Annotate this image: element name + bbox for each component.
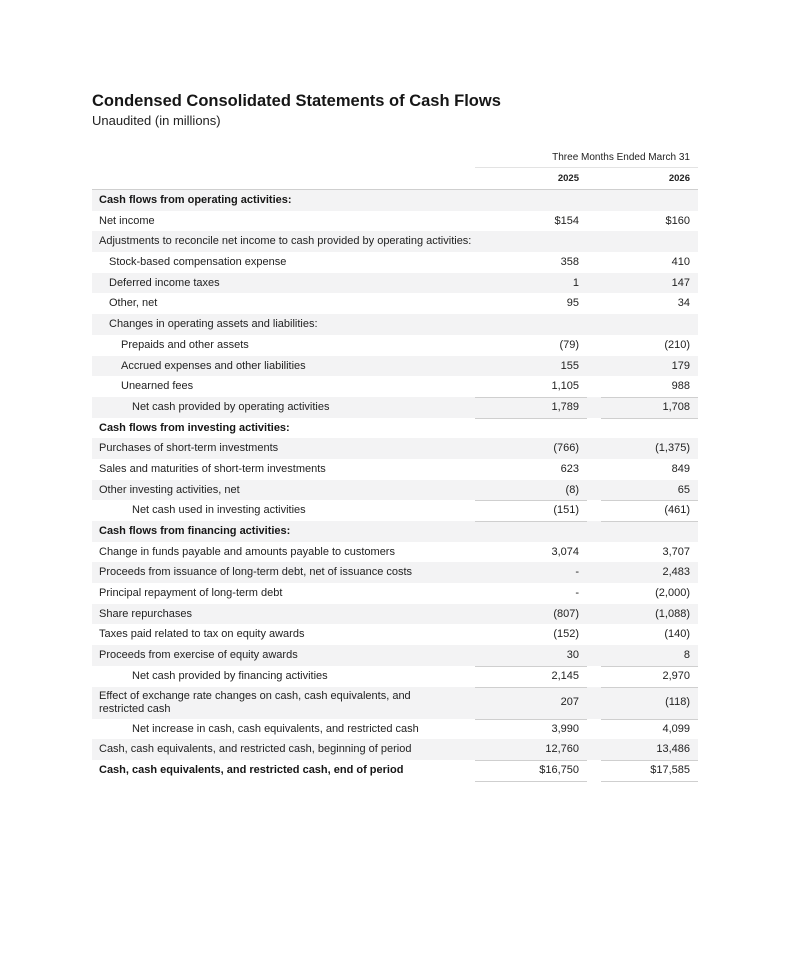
row-label: Cash flows from financing activities: (99, 525, 291, 537)
value-2025: 155 (560, 359, 579, 372)
row-label: Purchases of short-term investments (99, 442, 279, 455)
period-header-row (92, 148, 698, 168)
value-2025: 2,145 (551, 669, 579, 682)
row-label: Net cash provided by operating activities (132, 400, 330, 413)
row-label: Net income (99, 214, 155, 227)
table-row-subtotal (92, 666, 698, 687)
value-2026: (210) (664, 338, 690, 351)
row-label: Sales and maturities of short-term investments (99, 462, 326, 475)
row-label: Principal repayment of long-term debt (99, 587, 283, 600)
value-2026: 410 (671, 256, 690, 269)
table-row (92, 739, 698, 760)
row-label: Deferred income taxes (109, 276, 220, 289)
year-header-row (92, 168, 698, 190)
value-2025: 1 (572, 276, 579, 289)
value-2025: 30 (566, 649, 579, 662)
value-2025: 207 (560, 696, 579, 708)
value-2025: - (575, 566, 579, 579)
value-2025: (152) (553, 628, 579, 641)
table-row (92, 231, 698, 252)
value-2026: 179 (671, 359, 690, 372)
table-row (92, 624, 698, 645)
value-2025: (151) (553, 504, 579, 517)
total-underline-2025 (475, 781, 587, 782)
page-subtitle: Unaudited (in millions) (92, 113, 221, 128)
table-row (92, 645, 698, 666)
value-2025: $154 (554, 214, 579, 227)
table-row (92, 480, 698, 501)
table-row (92, 521, 698, 542)
row-label: Adjustments to reconcile net income to cash provided by operating activities: (99, 235, 472, 248)
value-2025: $16,750 (539, 763, 579, 776)
value-2026: 1,708 (662, 400, 690, 413)
value-2026: (2,000) (655, 587, 690, 600)
value-2025: 12,760 (545, 743, 579, 756)
total-underline-2026 (601, 781, 698, 782)
period-header: Three Months Ended March 31 (552, 152, 690, 163)
value-2025: (8) (565, 483, 579, 496)
value-2026: 147 (671, 276, 690, 289)
table-row (92, 542, 698, 563)
table-row-subtotal (92, 500, 698, 521)
value-2026: 8 (683, 649, 690, 662)
table-row-subtotal (92, 397, 698, 418)
value-2025: 358 (560, 256, 579, 269)
table-row (92, 252, 698, 273)
row-label: Stock-based compensation expense (109, 256, 287, 269)
value-2026: 34 (677, 297, 690, 310)
table-row (92, 273, 698, 294)
value-2026: (1,088) (655, 607, 690, 620)
value-2026: 65 (677, 483, 690, 496)
table-row (92, 356, 698, 377)
table-row (92, 418, 698, 439)
value-2025: - (575, 587, 579, 600)
value-2026: (140) (664, 628, 690, 641)
value-2026: 4,099 (662, 722, 690, 735)
row-label: Net cash used in investing activities (132, 504, 306, 517)
year-header-2026: 2026 (668, 173, 690, 184)
row-label: Other investing activities, net (99, 483, 240, 496)
row-label: Prepaids and other assets (121, 338, 249, 351)
value-2026: 2,970 (662, 669, 690, 682)
value-2026: 13,486 (656, 743, 690, 756)
row-label: Net increase in cash, cash equivalents, and restricted cash (132, 722, 419, 735)
table-row-total (92, 760, 698, 781)
table-row (92, 562, 698, 583)
row-label: Changes in operating assets and liabilities: (109, 318, 318, 331)
table-row (92, 293, 698, 314)
value-2025: 1,789 (551, 400, 579, 413)
value-2025: 95 (566, 297, 579, 310)
row-label: Accrued expenses and other liabilities (121, 359, 306, 372)
table-row (92, 314, 698, 335)
value-2025: 623 (560, 462, 579, 475)
table-row (92, 335, 698, 356)
value-2025: (766) (553, 442, 579, 455)
value-2025: 3,074 (551, 545, 579, 558)
table-row (92, 211, 698, 232)
row-label: Proceeds from exercise of equity awards (99, 649, 298, 662)
value-2026: (461) (664, 504, 690, 517)
value-2026: 849 (671, 462, 690, 475)
row-label: Share repurchases (99, 607, 192, 620)
value-2026: $17,585 (650, 763, 690, 776)
value-2026: $160 (665, 214, 690, 227)
table-row (92, 438, 698, 459)
table-row (92, 583, 698, 604)
year-header-2025: 2025 (557, 173, 579, 184)
row-label: Proceeds from issuance of long-term debt, net of issuance costs (99, 566, 413, 579)
row-label: Effect of exchange rate changes on cash, cash equivalents, and restricted cash (99, 689, 411, 715)
row-label: Cash flows from operating activities: (99, 194, 292, 206)
row-label: Other, net (109, 297, 158, 310)
value-2026: 3,707 (662, 545, 690, 558)
value-2025: (79) (559, 338, 579, 351)
page-title: Condensed Consolidated Statements of Cash Flows (92, 92, 501, 110)
row-label: Cash flows from investing activities: (99, 421, 290, 434)
table-row (92, 604, 698, 625)
value-2025: 1,105 (551, 380, 579, 393)
value-2026: (118) (665, 696, 690, 708)
value-2026: 988 (671, 380, 690, 393)
row-label: Cash, cash equivalents, and restricted cash, beginning of period (99, 743, 412, 756)
row-label: Change in funds payable and amounts payable to customers (99, 545, 395, 558)
value-2025: 3,990 (551, 722, 579, 735)
row-label: Taxes paid related to tax on equity awards (99, 628, 305, 641)
table-row (92, 376, 698, 397)
table-row (92, 687, 698, 719)
table-row-subtotal (92, 719, 698, 740)
cash-flow-statement (92, 90, 698, 776)
row-label: Cash, cash equivalents, and restricted cash, end of period (99, 763, 404, 776)
table-row (92, 190, 698, 211)
row-label: Net cash provided by financing activities (132, 669, 328, 682)
value-2026: (1,375) (655, 442, 690, 455)
value-2025: (807) (553, 607, 579, 620)
row-label: Unearned fees (121, 380, 194, 393)
cash-flow-table (92, 148, 698, 781)
table-row (92, 459, 698, 480)
value-2026: 2,483 (662, 566, 690, 579)
